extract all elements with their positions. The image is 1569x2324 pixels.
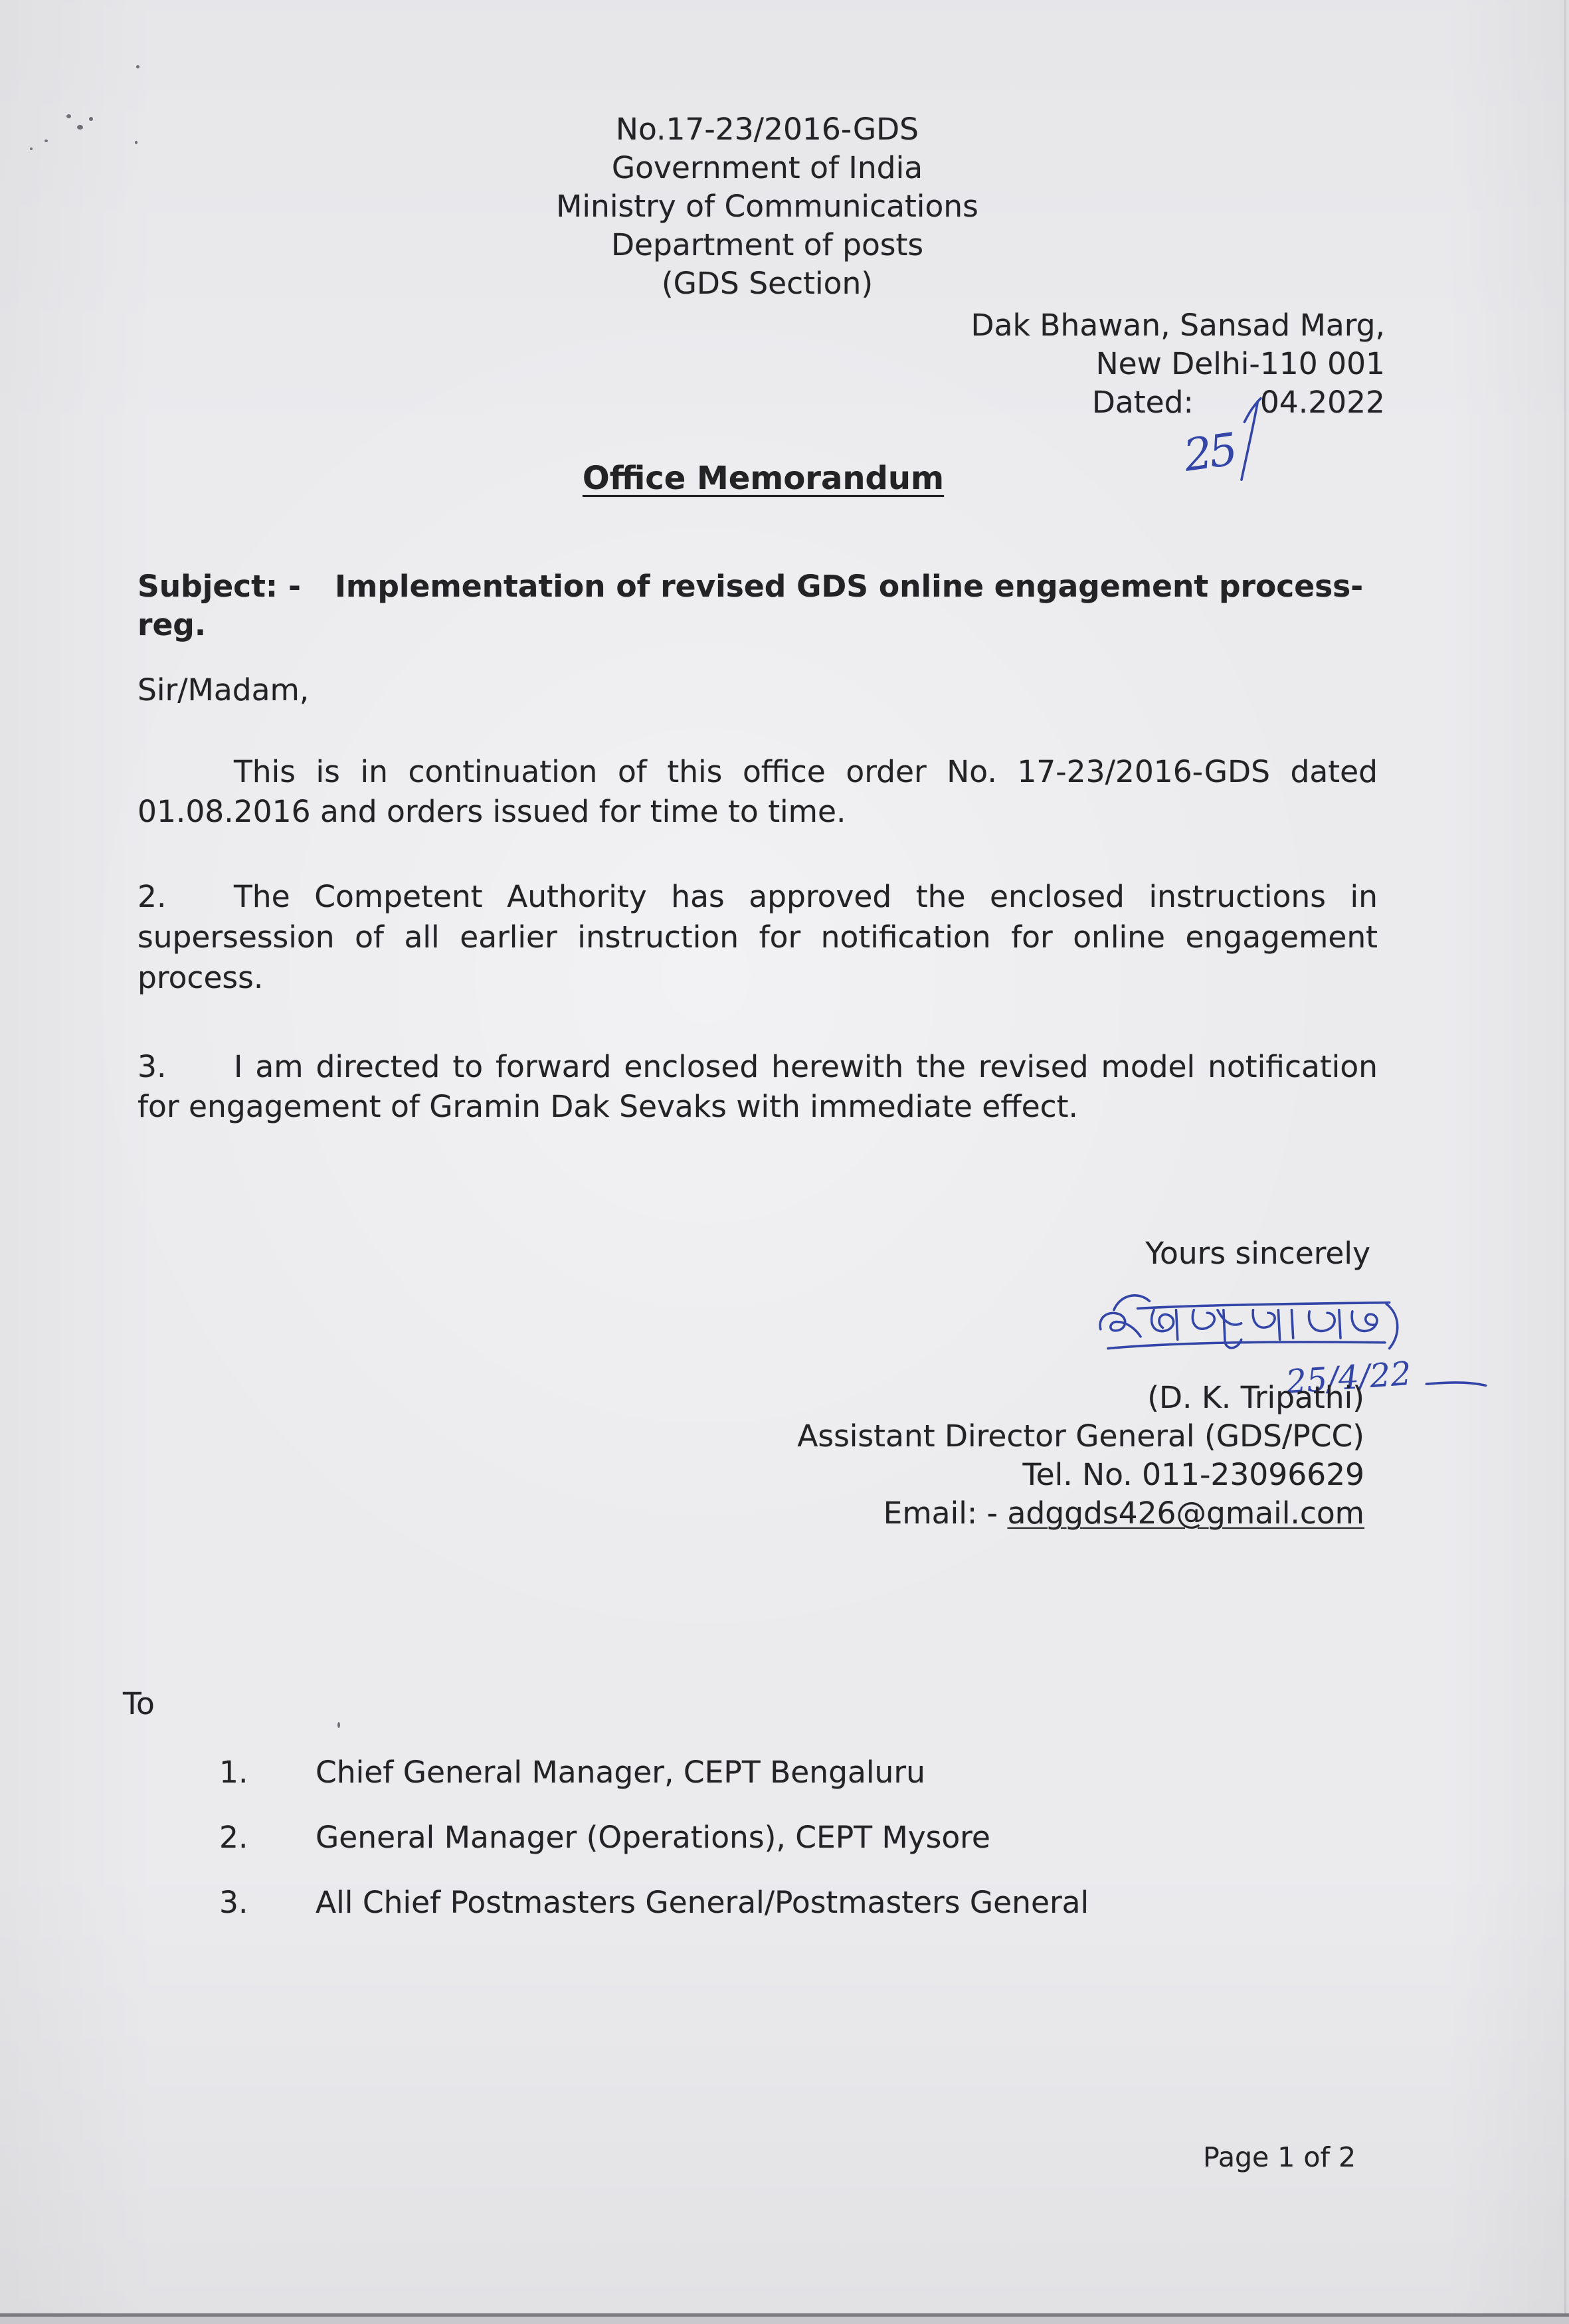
page-edge-right (1564, 0, 1566, 2313)
recipient-item: General Manager (Operations), CEPT Mysore (316, 1820, 990, 1855)
department-name: Department of posts (610, 227, 924, 262)
reference-number: No.17-23/2016-GDS (615, 112, 919, 147)
scan-speck (89, 117, 93, 121)
subject-label: Subject: - (138, 569, 301, 604)
scan-speck (66, 114, 71, 118)
paragraph-2-line: The Competent Authority has approved the enclosed instructions in (234, 879, 1378, 914)
handwritten-day: 25 (1180, 423, 1238, 482)
email-link[interactable]: adggds426@gmail.com (1007, 1496, 1364, 1531)
signatory-phone: Tel. No. 011-23096629 (1022, 1457, 1364, 1492)
dated-label: Dated: (1091, 385, 1194, 420)
letterhead (435, 110, 1099, 303)
scan-speck (337, 1722, 340, 1728)
recipient-item: Chief General Manager, CEPT Bengaluru (316, 1755, 925, 1790)
recipient-number: 2. (219, 1820, 248, 1855)
signature-stroke (1386, 1304, 1398, 1349)
paragraph-1-line: This is in continuation of this office order No. 17-23/2016-GDS dated (234, 754, 1378, 789)
recipient-number: 1. (219, 1755, 248, 1790)
ministry-name: Ministry of Communications (556, 189, 978, 224)
scan-speck (77, 125, 83, 130)
signatory-block (797, 1379, 1364, 1533)
paragraph-3-line: I am directed to forward enclosed herewith the revised model notification (234, 1049, 1378, 1084)
government-name: Government of India (611, 150, 923, 185)
paragraph-2-line: process. (138, 960, 264, 995)
signature-stroke (1152, 1310, 1178, 1340)
email-label: Email: - (883, 1496, 1008, 1531)
signature-stroke (1138, 1303, 1390, 1309)
subject-text-continued: reg. (138, 607, 207, 642)
handwritten-date-mark (1178, 388, 1267, 486)
address-line-1: Dak Bhawan, Sansad Marg, (970, 308, 1385, 343)
page-number: Page 1 of 2 (1203, 2141, 1356, 2173)
closing: Yours sincerely (1145, 1236, 1370, 1271)
subject-text: Implementation of revised GDS online engagement process- (335, 569, 1364, 604)
signatory-name: (D. K. Tripathi) (1147, 1380, 1364, 1415)
scan-speck (30, 147, 33, 150)
address-line-2: New Delhi-110 001 (1095, 346, 1385, 381)
signature-stroke (1253, 1310, 1293, 1340)
scan-speck (135, 141, 138, 144)
recipient-number: 3. (219, 1885, 248, 1920)
paragraph-2-line: supersession of all earlier instruction for notification for online engagement (138, 920, 1378, 955)
signature-tail (1426, 1383, 1485, 1385)
scan-speck (45, 140, 48, 142)
salutation: Sir/Madam, (138, 672, 310, 708)
signature-underline (1108, 1342, 1385, 1349)
paragraph-2-number: 2. (138, 879, 167, 914)
signatory-email-line (797, 1494, 1364, 1533)
signature-stroke (1100, 1313, 1141, 1336)
document-title: Office Memorandum (582, 460, 945, 497)
recipients-label: To (123, 1686, 155, 1721)
section-name: (GDS Section) (661, 266, 874, 301)
paragraph-3-line: for engagement of Gramin Dak Sevaks with immediate effect. (138, 1089, 1078, 1124)
page-edge-shadow (0, 2317, 1569, 2324)
signature-stroke (1309, 1310, 1376, 1338)
scan-speck (136, 65, 139, 68)
recipient-item: All Chief Postmasters General/Postmasters General (316, 1885, 1089, 1920)
paragraph-1-line: 01.08.2016 and orders issued for time to time. (138, 794, 846, 829)
signatory-designation: Assistant Director General (GDS/PCC) (797, 1418, 1364, 1454)
handwritten-stroke (1244, 399, 1261, 423)
signature-date: 25/4/22 (1284, 1353, 1413, 1401)
dated-value: 04.2022 (1259, 385, 1385, 420)
paragraph-3-number: 3. (138, 1049, 167, 1084)
